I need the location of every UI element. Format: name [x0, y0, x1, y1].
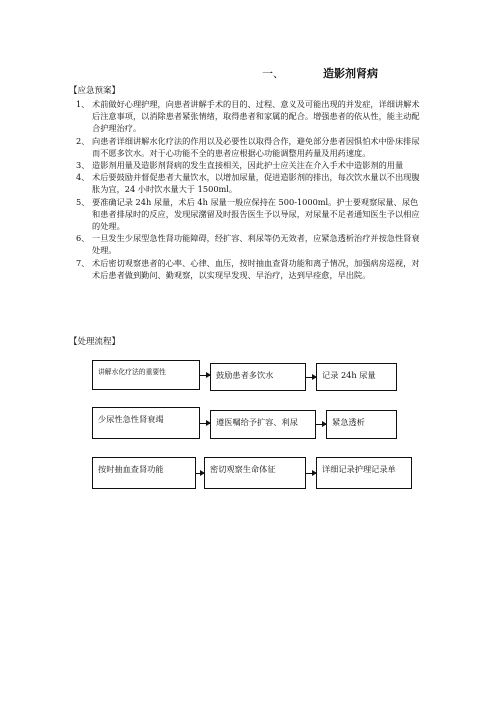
flow-arrow [316, 424, 326, 425]
list-item-text: 造影剂用量及造影剂肾病的发生直接相关，因此护士应关注在介入手术中造影剂的用量 [92, 160, 404, 171]
list-item [76, 257, 420, 281]
title-text: 造影剂肾病 [323, 67, 378, 80]
list-item [76, 196, 420, 233]
list-item-index: 3、 [76, 160, 90, 171]
flow-arrow [306, 473, 316, 474]
list-item-index: 7、 [76, 257, 90, 268]
list-item [76, 135, 420, 159]
flow-box-volume-diuresis: 遵医嘱给予扩容、利尿 [210, 410, 316, 439]
list-item-text: 术后密切观察患者的心率、心律、血压，按时抽血查肾功能和离子情况，加强病房巡视，对术后患者做到勤问、勤观察，以实现早发现、早治疗，达到早痊愈，早出院。 [92, 257, 420, 280]
list-item-text: 一旦发生少尿型急性肾功能障碍，经扩容、利尿等仍无效者，应紧急透析治疗并按急性肾衰处理。 [92, 233, 420, 256]
list-item-text: 向患者详细讲解水化疗法的作用以及必要性以取得合作，避免部分患者因惧怕术中卧床排尿而不愿多饮水。对于心功能不全的患者应根据心功能调整用药量及用药速度。 [92, 135, 420, 158]
flow-arrow [196, 473, 204, 474]
list-item-text: 要准确记录 24h 尿量，术后 4h 尿量一般应保持在 500-1000ml。护士要观察尿量、尿色和患者排尿时的反应，发现尿潴留及时报告医生予以导尿，对尿量不足者通知医生予以相应的处理。 [92, 196, 420, 232]
flow-box-nursing-records: 详细记录护理记录单 [316, 457, 412, 489]
section-emergency-plan: 【应急预案】 [69, 86, 121, 96]
list-item [76, 171, 420, 195]
title-number: 一、 [262, 67, 284, 80]
list-item [76, 232, 420, 256]
list-item-index: 6、 [76, 233, 90, 244]
flow-arrow [306, 377, 316, 378]
flow-box-renal-function-test: 按时抽血查肾功能 [92, 457, 196, 489]
flow-arrow [200, 375, 210, 376]
plan-list [76, 98, 420, 281]
list-item-index: 4、 [76, 172, 90, 183]
list-item [76, 98, 420, 135]
flow-box-encourage-drinking: 鼓励患者多饮水 [210, 363, 306, 391]
flow-box-record-urine: 记录 24h 尿量 [316, 363, 397, 391]
list-item-index: 2、 [76, 135, 90, 146]
section-process: 【处理流程】 [69, 337, 121, 347]
list-item-index: 1、 [76, 99, 90, 109]
flow-box-emergency-dialysis: 紧急透析 [326, 410, 397, 439]
list-item [76, 159, 420, 171]
list-item-text: 术前做好心理护理，向患者讲解手术的目的、过程、意义及可能出现的并发症，详细讲解术后注意事项，以消除患者紧张情绪，取得患者和家属的配合。增强患者的依从性，能主动配合护理治疗。 [92, 99, 420, 134]
flow-box-hydration-importance: 讲解水化疗法的重要性 [92, 360, 200, 390]
flow-box-acute-renal-failure: 少尿性急性肾衰竭 [92, 407, 200, 439]
flow-box-monitor-vitals: 密切观察生命体征 [204, 457, 306, 489]
list-item-text: 术后要鼓励并督促患者大量饮水，以增加尿量，促进造影剂的排出，每次饮水量以不出现腹胀为宜，24 小时饮水量大于 1500ml。 [92, 172, 420, 195]
flow-arrow [200, 423, 210, 424]
list-item-index: 5、 [76, 196, 90, 207]
